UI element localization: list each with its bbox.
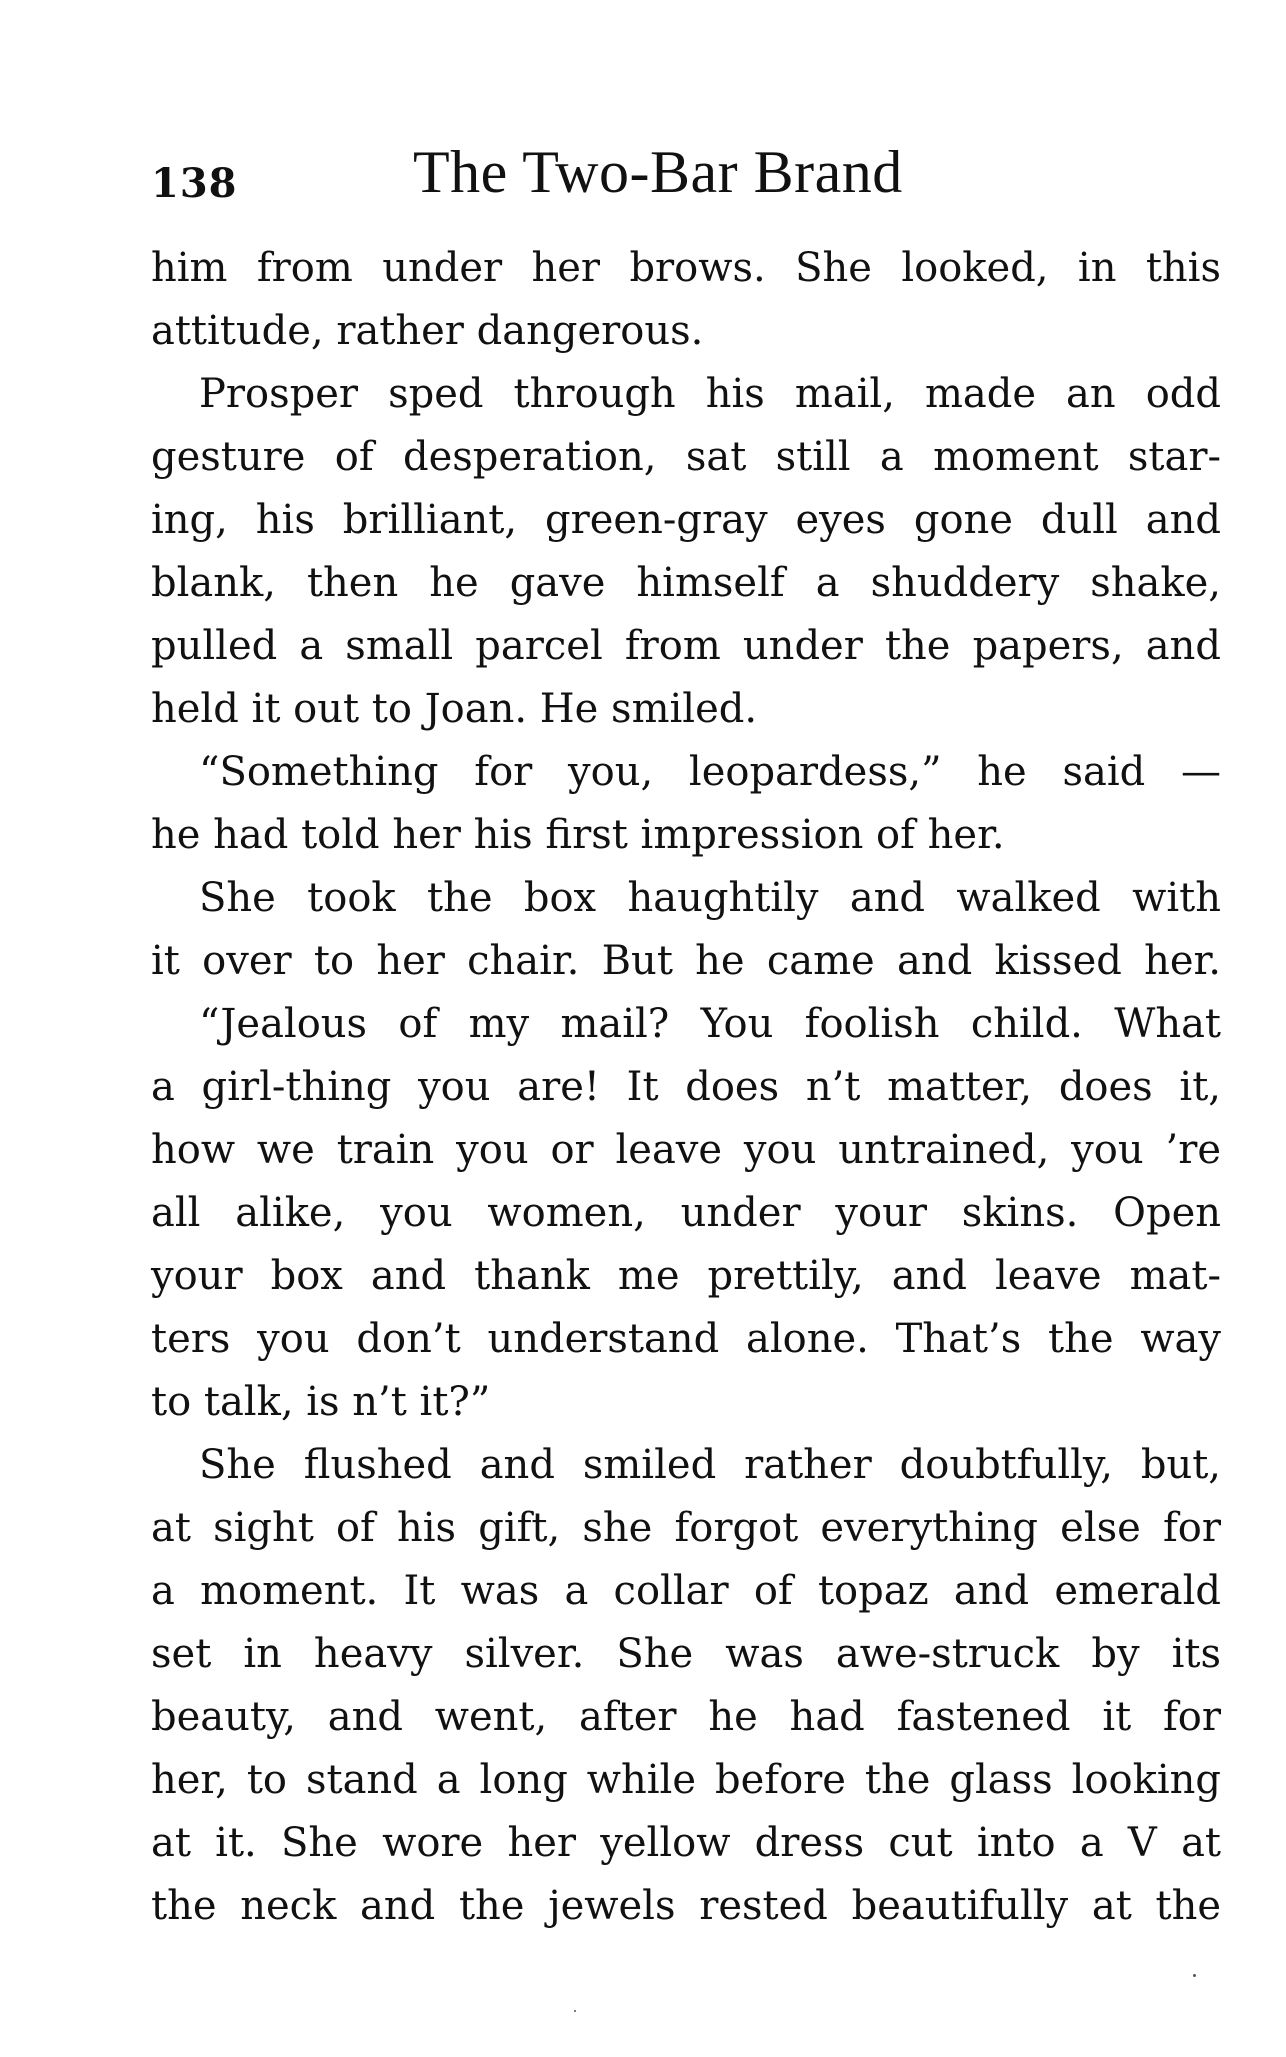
text-line: your box and thank me prettily, and leave mat- [151,1253,1221,1299]
text-line: beauty, and went, after he had fastened it for [151,1694,1221,1740]
text-line: set in heavy silver. She was awe-struck by its [151,1631,1221,1677]
text-line: held it out to Joan. He smiled. [151,686,758,732]
text-line: Prosper sped through his mail, made an odd [199,371,1221,417]
page-number: 138 [151,160,238,207]
text-line: pulled a small parcel from under the papers, and [151,623,1221,669]
running-title: The Two-Bar Brand [413,139,903,205]
text-line: him from under her brows. She looked, in this [151,245,1221,291]
text-line: it over to her chair. But he came and kissed her. [151,938,1221,984]
page-header [151,138,1231,218]
text-line: to talk, is n’t it?” [151,1379,491,1425]
text-line: ing, his brilliant, green-gray eyes gone dull and [151,497,1221,543]
text-line: She flushed and smiled rather doubtfully, but, [199,1442,1221,1488]
text-line: the neck and the jewels rested beautifully at the [151,1883,1221,1929]
text-line: her, to stand a long while before the glass looking [151,1757,1221,1803]
text-line: at sight of his gift, she forgot everything else for [151,1505,1221,1551]
text-line: a girl-thing you are! It does n’t matter, does it, [151,1064,1221,1110]
text-line: at it. She wore her yellow dress cut into a V at [151,1820,1221,1866]
text-line: how we train you or leave you untrained, you ’re [151,1127,1221,1173]
text-line: all alike, you women, under your skins. Open [151,1190,1221,1236]
text-line: “Something for you, leopardess,” he said — [199,749,1221,795]
body-text [151,237,1221,1938]
text-line: a moment. It was a collar of topaz and emerald [151,1568,1221,1614]
text-line: ters you don’t understand alone. That’s the way [151,1316,1221,1362]
scan-speck [1193,1974,1196,1977]
text-line: blank, then he gave himself a shuddery shake, [151,560,1221,606]
text-line: gesture of desperation, sat still a moment star- [151,434,1221,480]
scan-speck [574,2010,576,2012]
text-line: attitude, rather dangerous. [151,308,704,354]
text-line: “Jealous of my mail? You foolish child. What [199,1001,1221,1047]
text-line: he had told her his first impression of her. [151,812,1005,858]
text-line: She took the box haughtily and walked with [199,875,1221,921]
